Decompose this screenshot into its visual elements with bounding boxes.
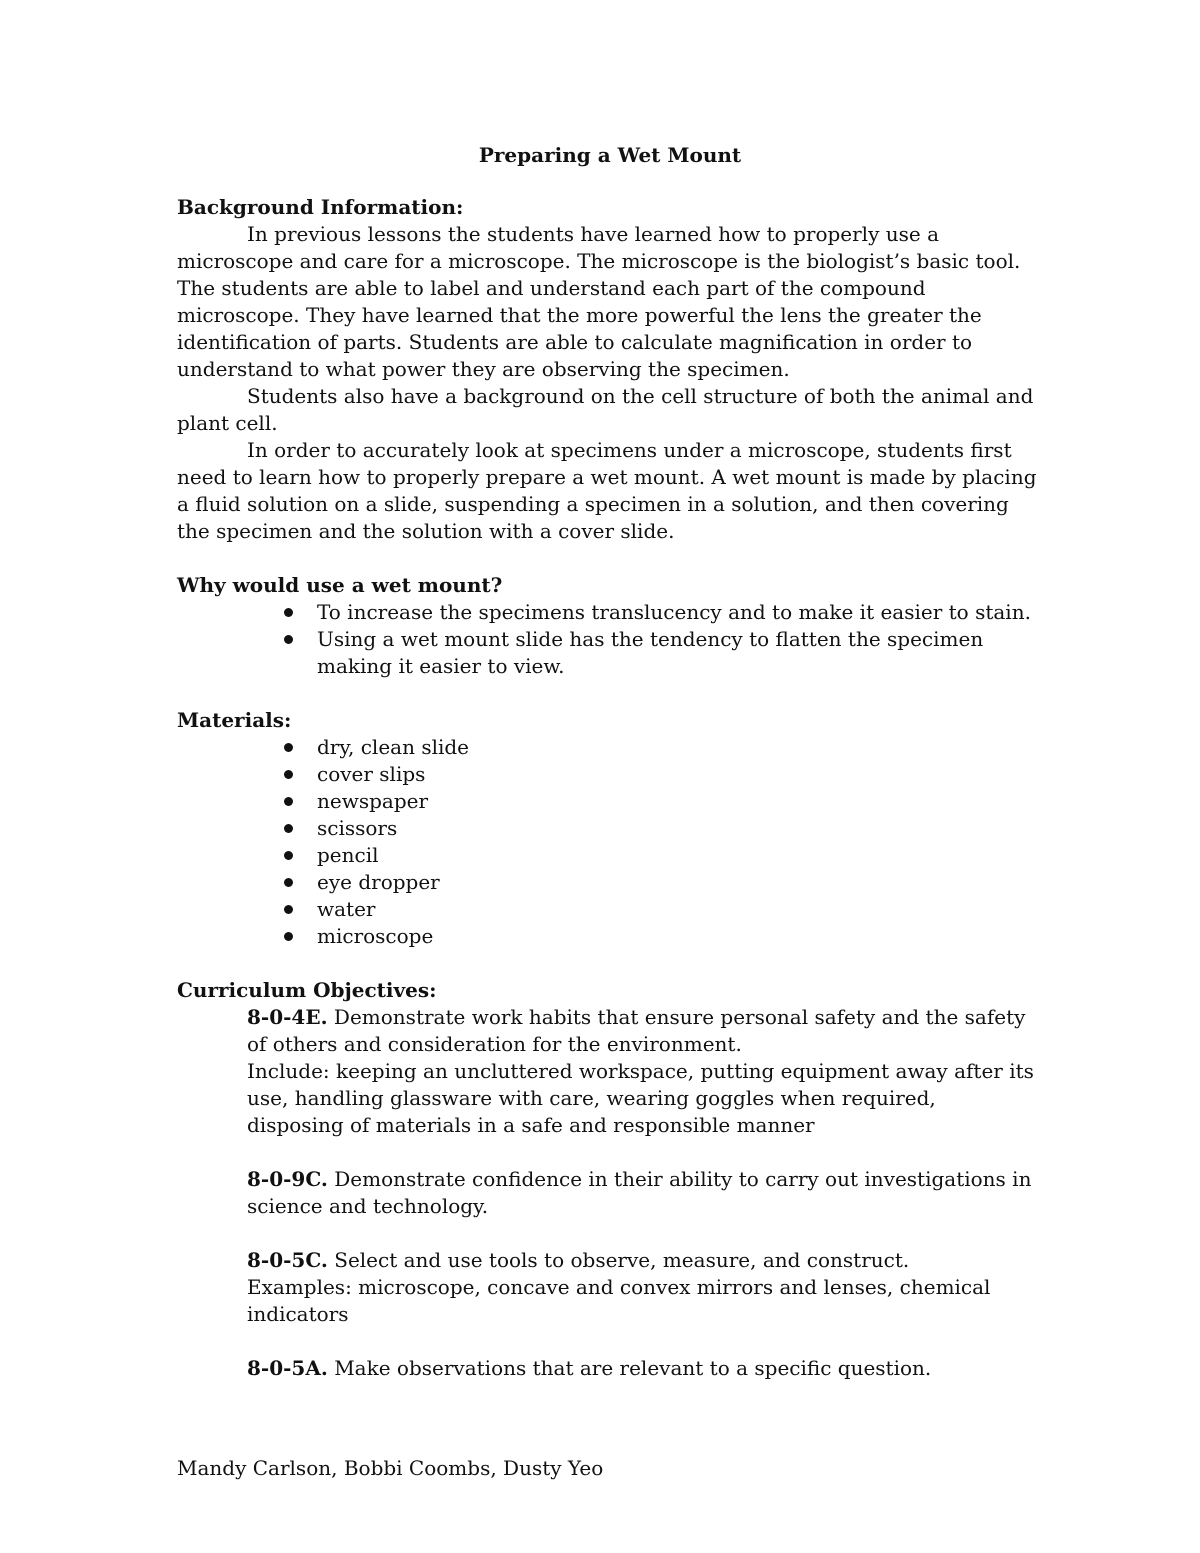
objective-extra: Examples: microscope, concave and convex mirrors and lenses, chemical indicators: [247, 1275, 991, 1326]
objective-code: 8-0-9C.: [247, 1167, 328, 1191]
background-paragraph: In order to accurately look at specimens under a microscope, students first need to learn how to properly prepare a wet mount. A wet mount is made by placing a fluid solution on a slide, suspending a specimen in a solution, and then covering the specimen and the solution with a cover slide.: [177, 438, 1037, 543]
list-item-text: To increase the specimens translucency and to make it easier to stain.: [317, 600, 1031, 624]
list-item: [317, 842, 1037, 869]
bullet-icon: [284, 770, 293, 779]
bullet-icon: [284, 932, 293, 941]
list-item: [317, 869, 1037, 896]
list-item-text: newspaper: [317, 789, 429, 813]
list-item: [317, 896, 1037, 923]
list-item-text: water: [317, 897, 376, 921]
spacer: [177, 950, 1037, 977]
background-paragraph: Students also have a background on the cell structure of both the animal and plant cell.: [177, 384, 1034, 435]
spacer: [177, 545, 1037, 572]
list-item-text: microscope: [317, 924, 434, 948]
why-list: [177, 599, 1037, 680]
bullet-icon: [284, 608, 293, 617]
objective-extra: Include: keeping an uncluttered workspace, putting equipment away after its use, handling glassware with care, wearing goggles when required, disposing of materials in a safe and responsible manner: [247, 1059, 1034, 1137]
why-heading: Why would use a wet mount?: [177, 573, 503, 597]
background-paragraph: In previous lessons the students have learned how to properly use a microscope and care for a microscope. The microscope is the biologist’s basic tool. The students are able to label and understand each part of the compound microscope. They have learned that the more powerful the lens the greater the identification of parts. Students are able to calculate magnification in order to understand to what power they are observing the specimen.: [177, 222, 1021, 381]
objective-item: [247, 1004, 1037, 1139]
bullet-icon: [284, 905, 293, 914]
bullet-icon: [284, 824, 293, 833]
objective-text: Demonstrate confidence in their ability to carry out investigations in science and technology.: [247, 1167, 1032, 1218]
list-item-text: dry, clean slide: [317, 735, 470, 759]
spacer: [177, 680, 1037, 707]
objectives-heading: Curriculum Objectives:: [177, 978, 437, 1002]
materials-list: [177, 734, 1037, 950]
list-item: [317, 815, 1037, 842]
objective-item: [247, 1247, 1037, 1328]
background-heading: Background Information:: [177, 195, 464, 219]
objective-text: Make observations that are relevant to a specific question.: [334, 1356, 932, 1380]
bullet-icon: [284, 635, 293, 644]
objective-code: 8-0-5C.: [247, 1248, 328, 1272]
objective-text: Demonstrate work habits that ensure personal safety and the safety of others and consideration for the environment.: [247, 1005, 1026, 1056]
bullet-icon: [284, 797, 293, 806]
list-item: [317, 923, 1037, 950]
list-item: [317, 734, 1037, 761]
list-item-text: eye dropper: [317, 870, 440, 894]
list-item-text: pencil: [317, 843, 379, 867]
document-page: [177, 142, 1037, 1409]
document-title: Preparing a Wet Mount: [478, 143, 742, 167]
list-item: [317, 788, 1037, 815]
materials-heading: Materials:: [177, 708, 292, 732]
objective-item: [247, 1355, 1037, 1382]
list-item: [317, 761, 1037, 788]
footer-authors: Mandy Carlson, Bobbi Coombs, Dusty Yeo: [177, 1456, 604, 1480]
list-item: [317, 599, 1037, 626]
list-item-text: scissors: [317, 816, 398, 840]
list-item-text: Using a wet mount slide has the tendency to flatten the specimen making it easier to view.: [317, 627, 984, 678]
bullet-icon: [284, 851, 293, 860]
bullet-icon: [284, 878, 293, 887]
objective-text: Select and use tools to observe, measure, and construct.: [334, 1248, 910, 1272]
list-item-text: cover slips: [317, 762, 426, 786]
list-item: [317, 626, 1037, 680]
objective-item: [247, 1166, 1037, 1220]
objective-code: 8-0-5A.: [247, 1356, 328, 1380]
objective-code: 8-0-4E.: [247, 1005, 328, 1029]
bullet-icon: [284, 743, 293, 752]
